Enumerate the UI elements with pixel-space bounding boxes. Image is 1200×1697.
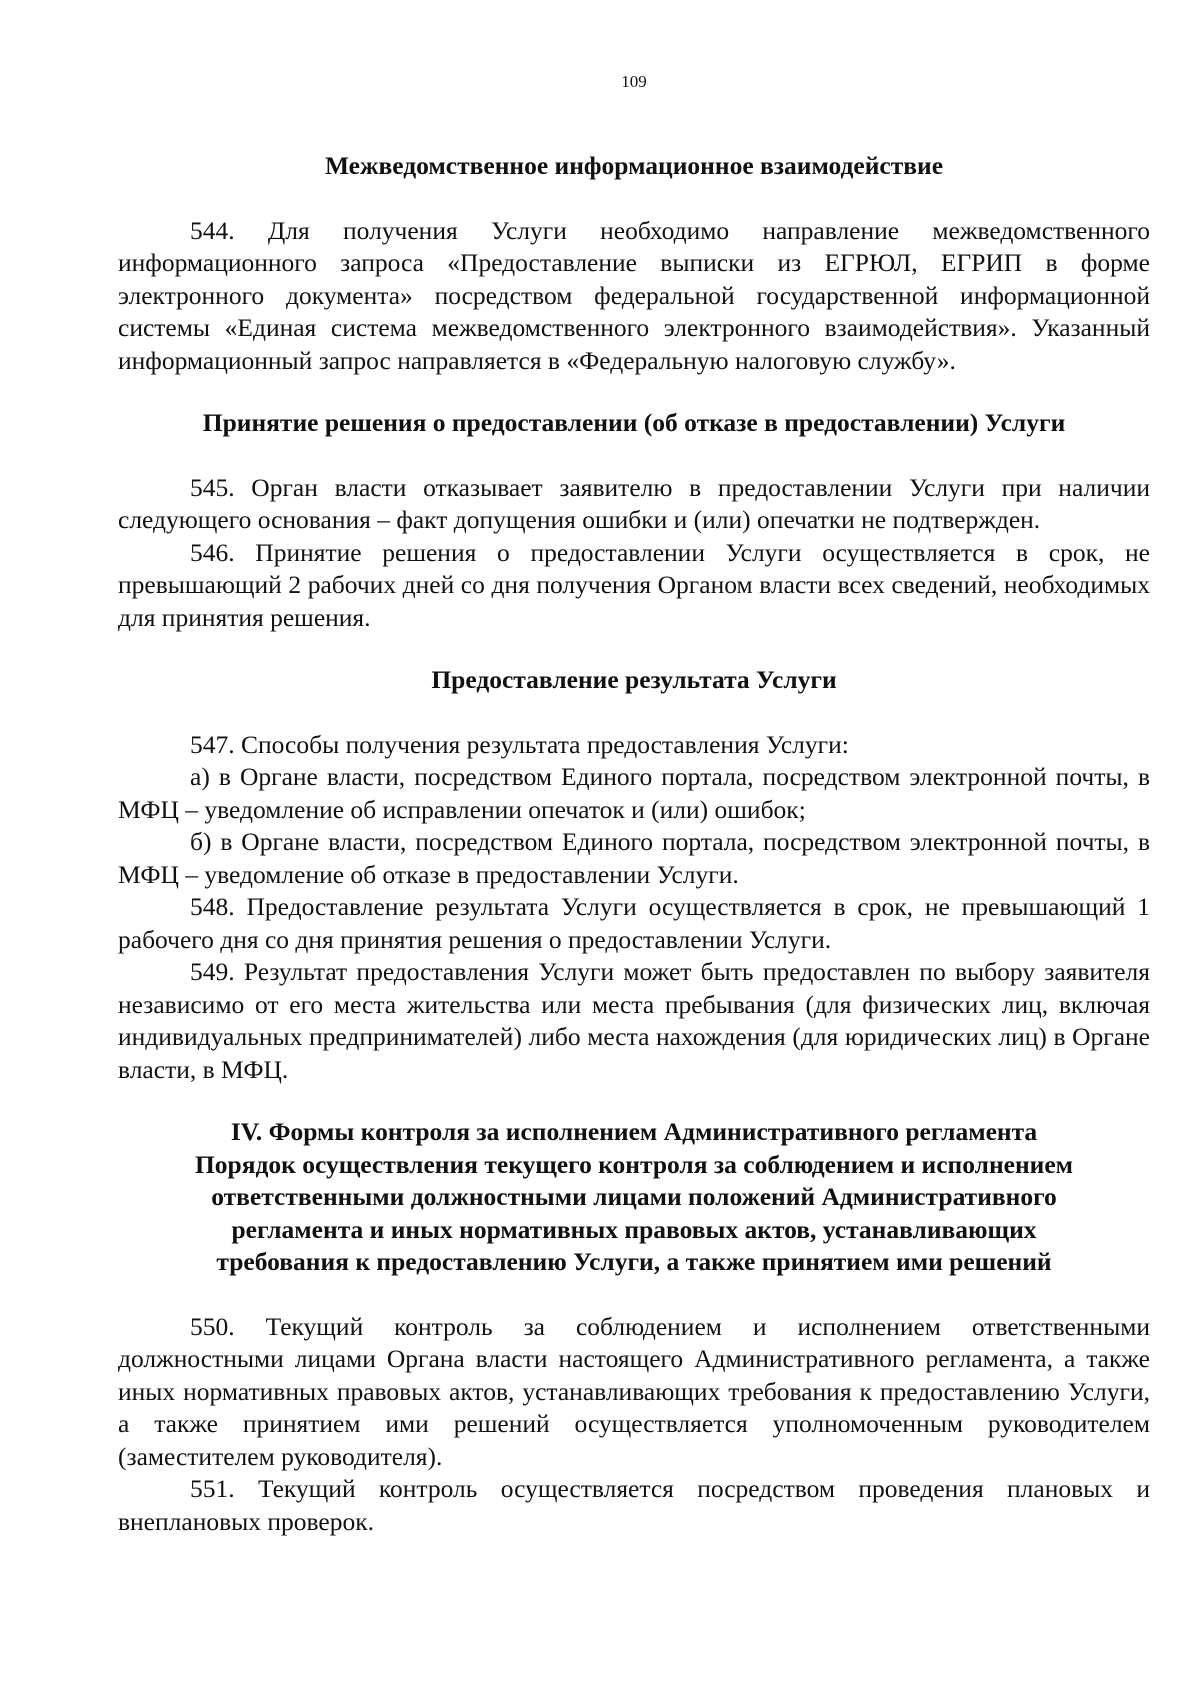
- heading-line: IV. Формы контроля за исполнением Административного регламента: [230, 1117, 1038, 1146]
- heading-line: Порядок осуществления текущего контроля за соблюдением и исполнением: [194, 1149, 1074, 1179]
- paragraph-545: 545. Орган власти отказывает заявителю в предоставлении Услуги при наличии следующего основания – факт допущения ошибки и (или) опечатки не подтвержден.: [118, 472, 1150, 534]
- paragraph-547: 547. Способы получения результата предоставления Услуги:: [190, 729, 849, 759]
- heading-line: ответственными должностными лицами положений Административного: [211, 1182, 1057, 1211]
- paragraph-544: 544. Для получения Услуги необходимо направление межведомственного информационного запроса «Предоставление выписки из ЕГРЮЛ, ЕГРИП в форме электронного документа» посредством федеральной государственной информационной системы «Единая система межведомственного электронного взаимодействия». Указанный информационный запрос направляется в «Федеральную налоговую службу».: [118, 215, 1150, 375]
- section-heading-interagency: Межведомственное информационное взаимодействие: [324, 151, 944, 180]
- paragraph-547-a: а) в Органе власти, посредством Единого портала, посредством электронной почты, в МФЦ – уведомление об исправлении опечаток и (или) ошибок;: [118, 762, 1150, 824]
- paragraph-549: 549. Результат предоставления Услуги может быть предоставлен по выбору заявителя независимо от его места жительства или места пребывания (для физических лиц, включая индивидуальных предпринимателей) либо места нахождения (для юридических лиц) в Органе власти, в МФЦ.: [118, 957, 1150, 1084]
- heading-line: требования к предоставлению Услуги, а также принятием ими решений: [216, 1247, 1052, 1276]
- paragraph-547-b: б) в Органе власти, посредством Единого портала, посредством электронной почты, в МФЦ – уведомление об отказе в предоставлении Услуги.: [118, 827, 1150, 889]
- section-heading-control: [118, 1116, 1150, 1279]
- section-heading-result: Предоставление результата Услуги: [431, 665, 837, 694]
- paragraph-546: 546. Принятие решения о предоставлении Услуги осуществляется в срок, не превышающий 2 рабочих дней со дня получения Органом власти всех сведений, необходимых для принятия решения.: [118, 537, 1150, 632]
- paragraph-551: 551. Текущий контроль осуществляется посредством проведения плановых и внеплановых проверок.: [118, 1474, 1150, 1536]
- page-number: 109: [621, 72, 647, 91]
- page-content: [118, 150, 1150, 1538]
- document-page: [118, 0, 1150, 1697]
- paragraph-548: 548. Предоставление результата Услуги осуществляется в срок, не превышающий 1 рабочего дня со дня принятия решения о предоставлении Услуги.: [118, 892, 1150, 954]
- section-heading-decision: Принятие решения о предоставлении (об отказе в предоставлении) Услуги: [202, 408, 1066, 437]
- paragraph-550: 550. Текущий контроль за соблюдением и исполнением ответственными должностными лицами Органа власти настоящего Административного регламента, а также иных нормативных правовых актов, устанавливающих требования к предоставлению Услуги, а также принятием ими решений осуществляется уполномоченным руководителем (заместителем руководителя).: [118, 1311, 1150, 1471]
- heading-line: регламента и иных нормативных правовых актов, устанавливающих: [231, 1214, 1037, 1244]
